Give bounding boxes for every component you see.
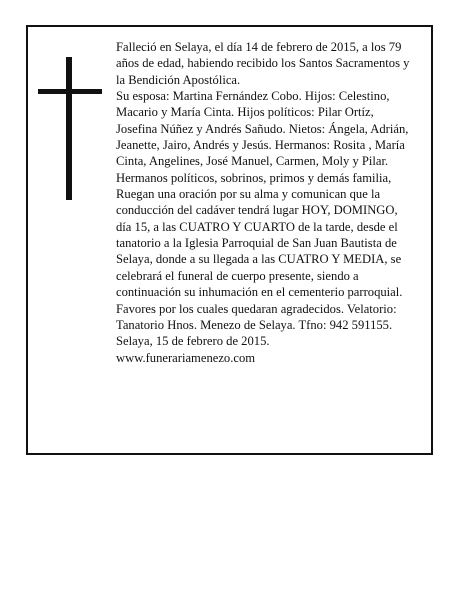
funeral-details: Ruegan una oración por su alma y comunican que la conducción del cadáver tendrá lugar HOY, DOMINGO, día 15, a las CUATRO Y CUARTO de la tarde, desde el tanatorio a la Iglesia Parroquial de San Juan Bautista de Selaya, donde a su llegada a las CUATRO Y MEDIA, se celebrará el funeral de cuerpo presente, siendo a continuación su inhumación en el cementerio parroquial. Favores por los cuales quedaran agradecidos. Velatorio: Tanatorio Hnos. Menezo de Selaya. Tfno: 942 591155. — [116, 187, 403, 332]
obituary-notice — [26, 25, 433, 455]
cross-horizontal-bar — [38, 89, 102, 94]
death-announcement: Falleció en Selaya, el día 14 de febrero de 2015, a los 79 años de edad, habiendo recibido los Santos Sacramentos y la Bendición Apostólica. — [116, 40, 410, 87]
family-list: Su esposa: Martina Fernández Cobo. Hijos: Celestino, Macario y María Cinta. Hijos políticos: Pilar Ortíz, Josefina Núñez y Andrés Sañudo. Nietos: Ángela, Adrián, Jeanette, Jairo, Andrés y Jesús. Hermanos: Rosita , María Cinta, Angelines, José Manuel, Carmen, Moly y Pilar. Hermanos políticos, sobrinos, primos y demás familia, — [116, 89, 409, 185]
place-and-date: Selaya, 15 de febrero de 2015. — [116, 334, 270, 349]
obituary-text — [116, 39, 416, 366]
cross-vertical-bar — [66, 57, 72, 200]
website-text: www.funerariamenezo.com — [116, 350, 256, 365]
cross-icon — [38, 57, 102, 200]
